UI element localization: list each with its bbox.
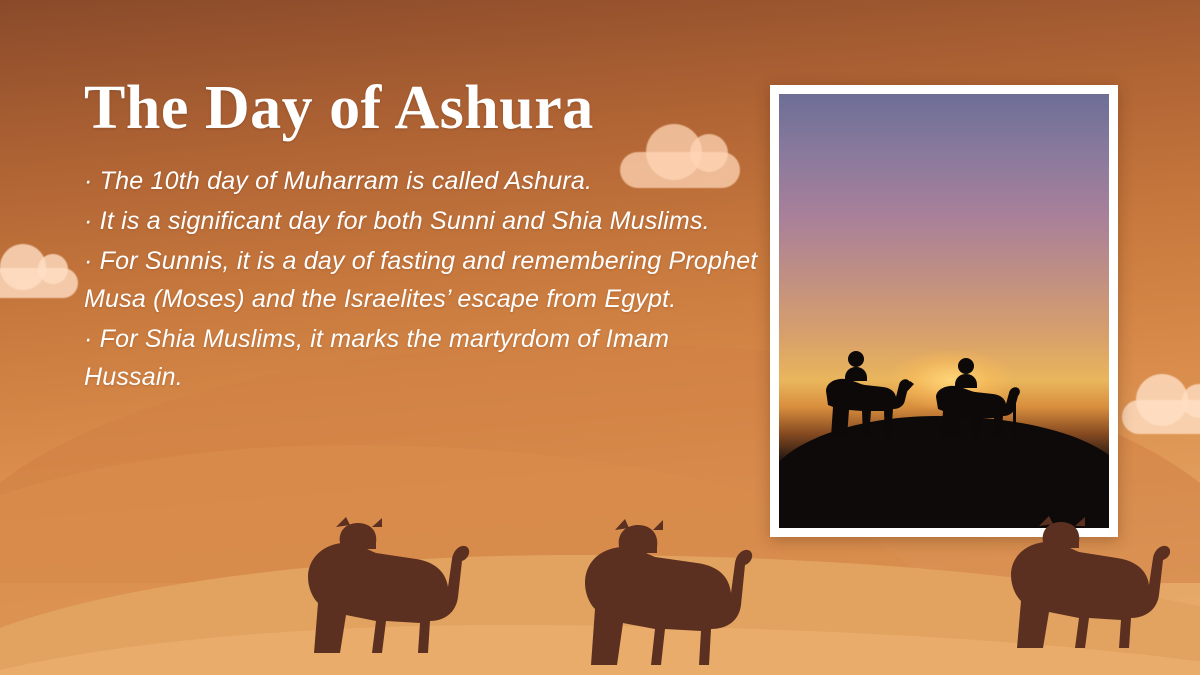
list-item: · It is a significant day for both Sunni and Shia Muslims.	[84, 207, 710, 235]
cloud-icon	[1122, 400, 1200, 434]
desert-camel-riders-sunset-photo	[779, 94, 1109, 528]
list-item: · For Sunnis, it is a day of fasting and remembering Prophet Musa (Moses) and the Israelites’ escape from Egypt.	[84, 247, 758, 313]
camel-riders-silhouette-icon	[779, 345, 1109, 440]
list-item: · The 10th day of Muharram is called Ashura.	[84, 167, 593, 195]
image-frame	[770, 85, 1118, 537]
camel-silhouette-icon	[565, 517, 755, 667]
page-title: The Day of Ashura	[84, 74, 594, 142]
cloud-icon	[0, 268, 78, 298]
camel-silhouette-icon	[290, 515, 470, 655]
camel-silhouette-icon	[995, 515, 1170, 650]
list-item: · For Shia Muslims, it marks the martyrdom of Imam Hussain.	[84, 325, 670, 391]
bullet-list	[84, 162, 764, 398]
